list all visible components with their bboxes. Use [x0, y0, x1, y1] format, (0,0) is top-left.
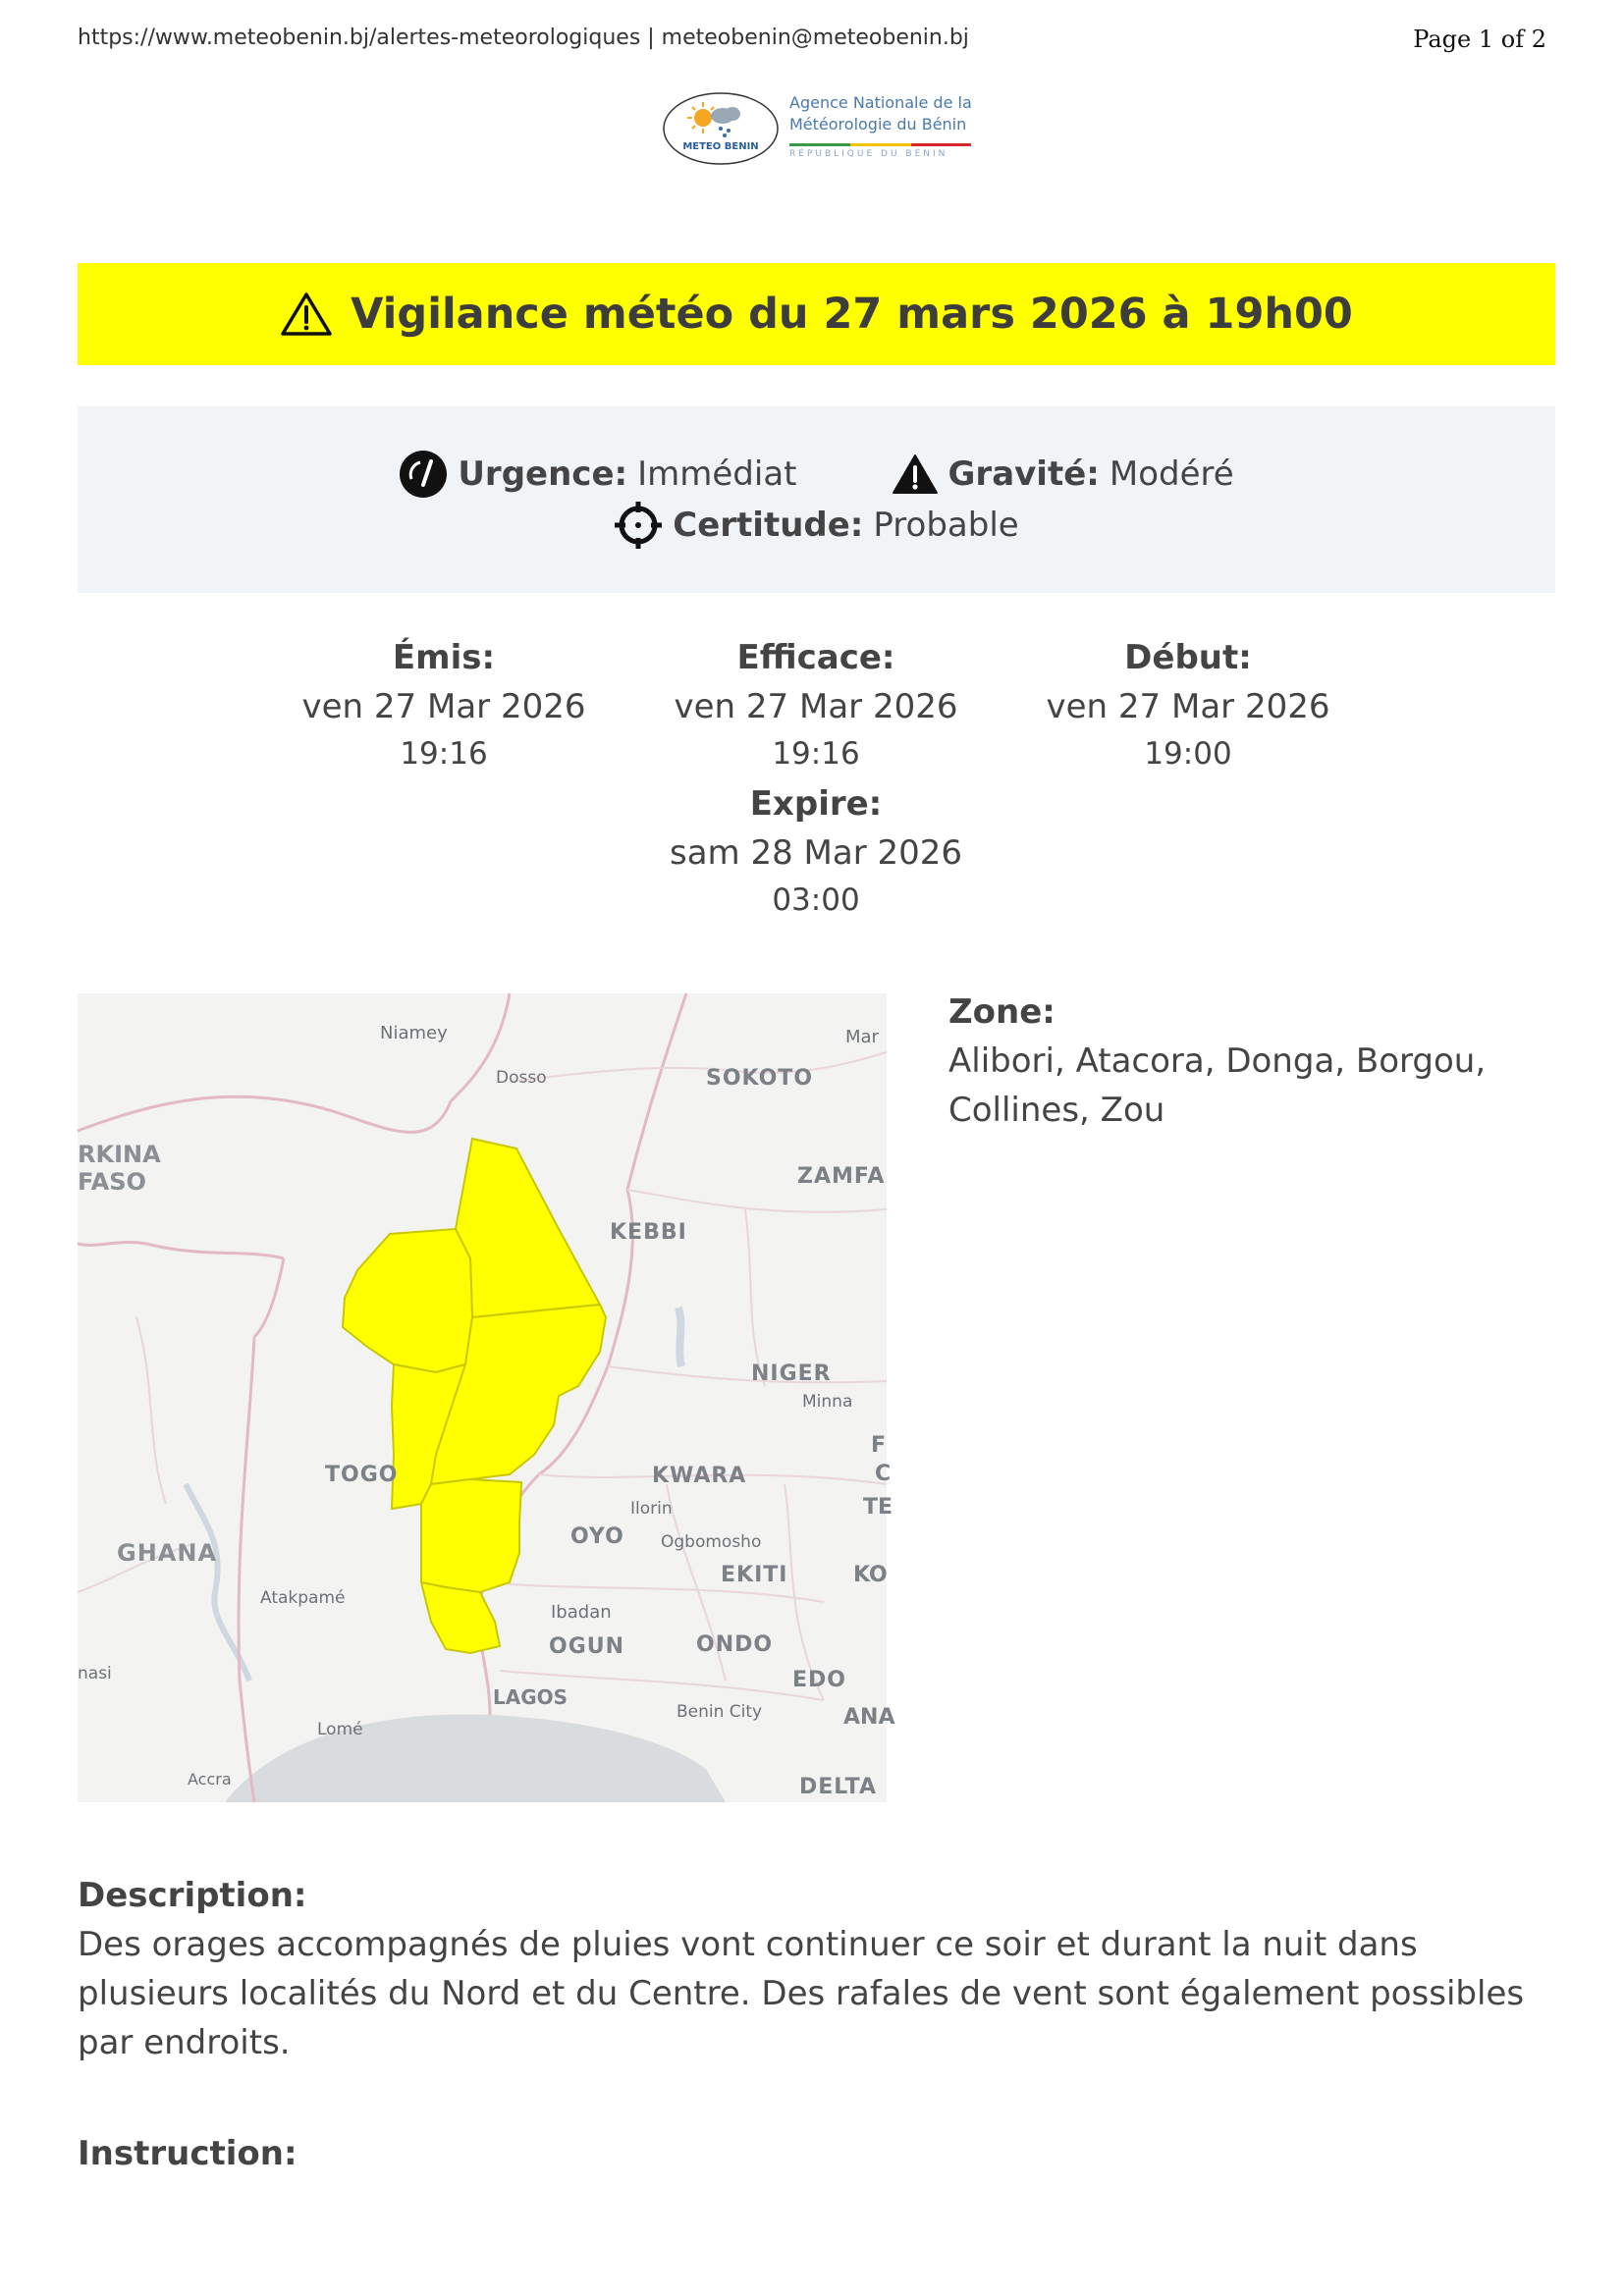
logo-line-1: Agence Nationale de la	[789, 93, 972, 112]
map-label: KEBBI	[610, 1220, 687, 1245]
onset-label: Début:	[1124, 638, 1252, 677]
effective-label: Efficace:	[736, 638, 895, 677]
onset-time: 19:00	[1144, 736, 1232, 772]
severity-label: Gravité:	[947, 454, 1100, 494]
region-alibori	[456, 1139, 600, 1317]
header-url-line: https://www.meteobenin.bj/alertes-meteorologiques | meteobenin@meteobenin.bj	[78, 26, 969, 50]
urgency-label: Urgence:	[458, 454, 628, 494]
map-label: KWARA	[652, 1464, 747, 1488]
expires-date-block	[639, 780, 993, 922]
description-label: Description:	[78, 1876, 307, 1915]
alert-map[interactable]	[78, 993, 895, 1802]
effective-date-block	[639, 634, 993, 775]
map-label: FASO	[78, 1168, 146, 1196]
issued-date-block	[267, 634, 621, 775]
issued-date: ven 27 Mar 2026	[301, 687, 586, 726]
agency-logo	[660, 88, 974, 169]
map-label: F	[871, 1433, 887, 1458]
urgency-item	[399, 450, 796, 499]
gauge-icon	[399, 450, 448, 499]
map-label: Ogbomosho	[661, 1532, 762, 1552]
onset-date: ven 27 Mar 2026	[1046, 687, 1330, 726]
map-label: nasi	[78, 1664, 112, 1683]
page-indicator: Page 1 of 2	[1413, 26, 1546, 53]
map-label: OGUN	[549, 1634, 625, 1659]
zone-label: Zone:	[948, 992, 1056, 1032]
map-label: Accra	[188, 1770, 232, 1789]
map-label: EDO	[792, 1668, 846, 1692]
description-text: Des orages accompagnés de pluies vont continuer ce soir et durant la nuit dans plusieurs localités du Nord et du Centre. Des rafales de vent sont également possibles par endroits.	[78, 1925, 1525, 2062]
logo-line-2: Météorologie du Bénin	[789, 115, 967, 133]
map-label: DELTA	[799, 1775, 877, 1799]
map-label: Minna	[802, 1392, 853, 1412]
region-atacora	[343, 1229, 472, 1372]
map-label: RKINA	[78, 1141, 161, 1168]
expires-date: sam 28 Mar 2026	[669, 833, 963, 873]
map-label: GHANA	[117, 1539, 218, 1567]
map-label: EKITI	[721, 1563, 788, 1587]
map-label: ONDO	[696, 1632, 774, 1657]
warning-icon	[892, 454, 939, 495]
issued-time: 19:16	[400, 736, 488, 772]
zone-value: Alibori, Atacora, Donga, Borgou, Collines, Zou	[948, 1041, 1487, 1130]
banner-title: Vigilance météo du 27 mars 2026 à 19h00	[351, 290, 1353, 339]
effective-date: ven 27 Mar 2026	[674, 687, 958, 726]
severity-item	[892, 454, 1234, 495]
alert-map-svg	[78, 993, 895, 1802]
alert-regions	[343, 1139, 606, 1653]
map-label: Atakpamé	[260, 1588, 346, 1608]
map-label: Niamey	[380, 1023, 448, 1043]
onset-date-block	[1011, 634, 1365, 775]
logo-agency-name	[789, 92, 972, 135]
expires-time: 03:00	[772, 882, 860, 918]
expires-label: Expire:	[749, 784, 883, 824]
map-label: KO	[853, 1563, 888, 1587]
map-label: NIGER	[751, 1362, 832, 1386]
map-label: ZAMFA	[797, 1164, 886, 1189]
vigilance-banner	[78, 263, 1555, 365]
zone-block	[948, 988, 1538, 1135]
map-label: Lomé	[317, 1720, 363, 1739]
map-label: OYO	[570, 1524, 624, 1549]
effective-time: 19:16	[772, 736, 860, 772]
logo-emblem	[660, 88, 782, 169]
map-label: Ibadan	[551, 1602, 612, 1623]
map-label: Dosso	[496, 1068, 547, 1088]
map-label: LAGOS	[493, 1685, 568, 1709]
map-label: SOKOTO	[706, 1066, 814, 1091]
map-label: Ilorin	[630, 1499, 673, 1519]
warning-triangle-icon	[280, 291, 333, 338]
meta-row-1	[78, 450, 1555, 499]
meta-row-2	[78, 501, 1555, 550]
urgency-value: Immédiat	[637, 454, 797, 494]
certainty-item	[614, 501, 1018, 550]
niger-river	[678, 1308, 681, 1366]
description-block	[78, 1871, 1555, 2067]
map-label: TE	[863, 1495, 893, 1520]
issued-label: Émis:	[392, 638, 496, 677]
crosshair-icon	[614, 501, 663, 550]
logo-flag-stripe	[789, 143, 971, 147]
logo-subtitle: RÉPUBLIQUE DU BÉNIN	[789, 149, 948, 159]
region-zou	[421, 1582, 500, 1653]
map-label: Benin City	[677, 1702, 763, 1722]
alert-meta-box	[78, 406, 1555, 593]
map-label: C	[875, 1462, 892, 1486]
severity-value: Modéré	[1109, 454, 1234, 494]
sea-area	[225, 1714, 726, 1802]
certainty-value: Probable	[873, 506, 1019, 545]
certainty-label: Certitude:	[673, 506, 864, 545]
svg-text:METEO BENIN: METEO BENIN	[682, 141, 759, 152]
map-label: ANA	[843, 1705, 895, 1730]
region-collines	[421, 1479, 521, 1592]
instruction-label: Instruction:	[78, 2134, 298, 2173]
country-borders	[78, 993, 686, 1802]
map-label: Mar	[845, 1027, 879, 1047]
map-label: TOGO	[325, 1463, 399, 1487]
